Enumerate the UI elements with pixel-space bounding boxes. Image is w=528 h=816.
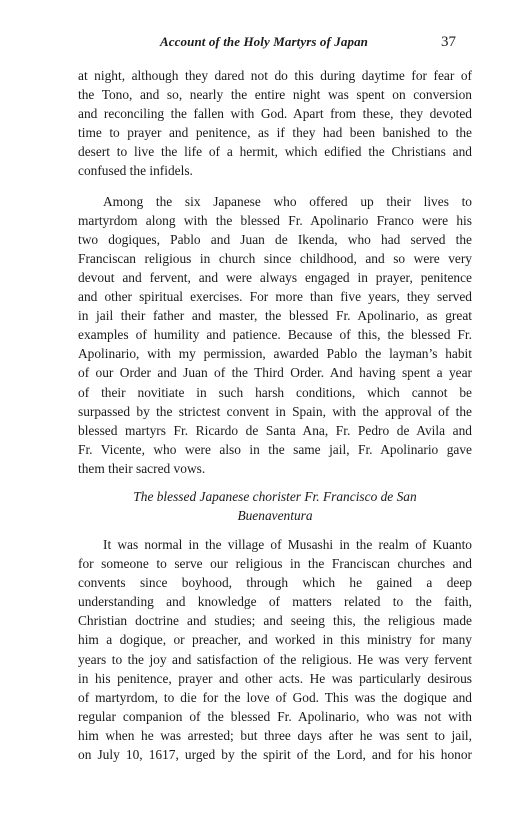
text-line: on July 10, 1617, urged by the spirit of the Lord, and for his honor [78,747,472,762]
text-line: blessed martyrs Fr. Ricardo de Santa Ana, Fr. Pedro de Avila and [78,422,472,438]
text-line: Fr. Vicente, who were also in the same jail, Fr. Apolinario gave [78,441,472,457]
text-line: for someone to serve our religious in the Franciscan churches and [78,556,472,572]
text-line: It was normal in the village of Musashi in the realm of Kuanto [103,536,472,552]
text-line: devout and fervent, and were always engaged in prayer, penitence [78,269,472,285]
text-line: convents since boyhood, through which he gained a deep [78,575,472,591]
text-line: examples of humility and patience. Because of this, the blessed Fr. [78,327,472,343]
text-line: years to the joy and satisfaction of the religious. He was very fervent [78,651,472,667]
text-line: two dogiques, Pablo and Juan de Ikenda, who had served the [78,231,472,247]
text-line: them their sacred vows. [78,460,206,476]
text-line: desert to live the life of a hermit, which edified the Christians and [78,144,472,160]
text-line: him when he was arrested; but three days after he was sent to jail, [78,727,472,743]
text-line: Christian doctrine and studies; and seeing this, the religious made [78,613,472,629]
text-line: regular companion of the blessed Fr. Apolinario, who was not with [78,708,472,724]
text-line: of our Order and Juan of the Third Order. And having spent a year [78,365,472,381]
section-heading-line: The blessed Japanese chorister Fr. Francisco de San [133,488,417,504]
text-line: Among the six Japanese who offered up their lives to [103,193,472,209]
section-heading [78,487,472,526]
text-line: time to prayer and penitence, as if they had been banished to the [78,125,472,141]
text-line: Apolinario, with my permission, awarded Pablo the layman’s habit [78,346,472,362]
text-line: Franciscan religious in church since childhood, and so were very [78,250,472,266]
text-line: the Tono, and so, nearly the entire night was spent on conversion [78,87,472,103]
text-line: in his penitence, prayer and other acts. He was particularly desirous [78,670,472,686]
text-line: him a dogique, or preacher, and worked in this ministry for many [78,632,472,648]
text-line: confused the infidels. [78,163,193,179]
text-line: surpassed by the strictest convent in Spain, with the approval of the [78,403,472,419]
page-number: 37 [441,34,456,50]
paragraph [78,192,472,478]
running-header-title: Account of the Holy Martyrs of Japan [160,34,368,49]
page-body [78,66,472,764]
text-line: martyrdom along with the blessed Fr. Apolinario Franco were his [78,212,472,228]
text-line: of their novitiate in such harsh conditions, which cannot be [78,384,472,400]
text-line: and other spiritual exercises. For more than five years, they served [78,289,472,305]
paragraph [78,535,472,764]
text-line: of martyrdom, to die for the love of God. This was the dogique and [78,689,472,705]
paragraph [78,66,472,181]
text-line: at night, although they dared not do this during daytime for fear of [78,68,472,83]
section-heading-line: Buenaventura [237,508,313,524]
text-line: understanding and knowledge of matters related to the faith, [78,594,472,610]
text-line: and reconciling the fallen with God. Apart from these, they devoted [78,106,472,122]
text-line: in jail their father and master, the blessed Fr. Apolinario, as great [78,308,472,324]
